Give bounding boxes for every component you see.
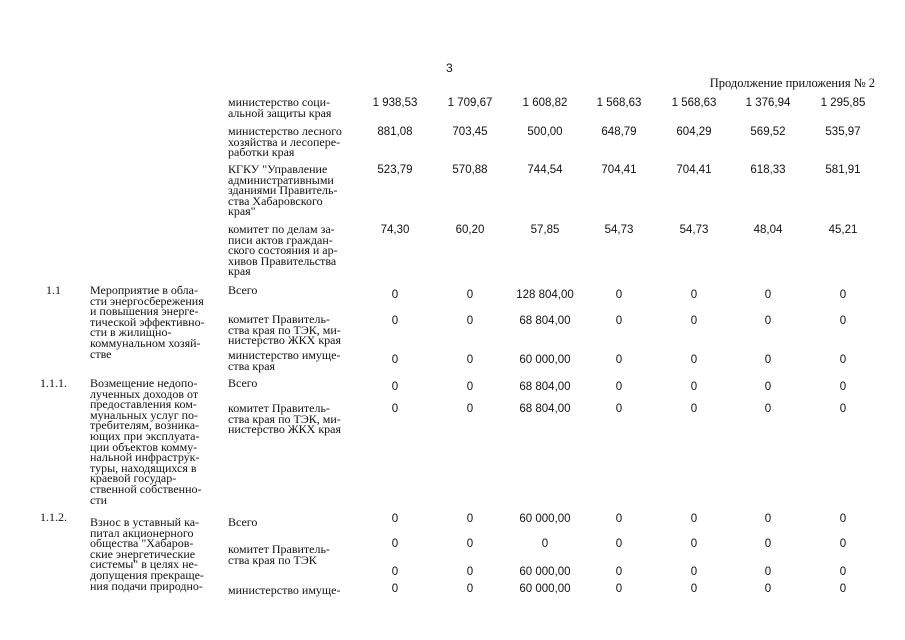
value-cell: 0 xyxy=(466,583,474,595)
value-cell: 128 804,00 xyxy=(516,289,574,301)
value-cell: 1 709,67 xyxy=(447,97,493,109)
value-cell: 0 xyxy=(466,381,474,393)
value-cell: 500,00 xyxy=(527,126,563,138)
value-cell: 0 xyxy=(615,538,623,550)
value-cell: 0 xyxy=(615,381,623,393)
value-cell: 0 xyxy=(839,583,847,595)
value-cell: 0 xyxy=(615,513,623,525)
executor-cell: Всего xyxy=(228,515,258,529)
value-cell: 0 xyxy=(615,583,623,595)
value-cell: 0 xyxy=(615,403,623,415)
value-cell: 0 xyxy=(391,583,399,595)
value-cell: 0 xyxy=(839,381,847,393)
value-cell: 0 xyxy=(839,354,847,366)
value-cell: 569,52 xyxy=(750,126,786,138)
value-cell: 0 xyxy=(764,566,772,578)
value-cell: 0 xyxy=(839,538,847,550)
executor-cell: министерство имуще- xyxy=(228,583,341,597)
value-cell: 1 608,82 xyxy=(522,97,568,109)
value-cell: 0 xyxy=(690,315,698,327)
value-cell: 0 xyxy=(391,354,399,366)
value-cell: 54,73 xyxy=(604,224,634,236)
value-cell: 703,45 xyxy=(452,126,488,138)
value-cell: 0 xyxy=(690,538,698,550)
value-cell: 0 xyxy=(466,289,474,301)
event-cell: Взнос в уставный ка- питал акционерного общества "Хабаров- ские энергетические системы" в целях не- допущения прекраще- ния подачи природно- xyxy=(90,515,204,593)
value-cell: 0 xyxy=(764,538,772,550)
value-cell: 1 376,94 xyxy=(745,97,791,109)
value-cell: 45,21 xyxy=(828,224,858,236)
value-cell: 0 xyxy=(615,315,623,327)
value-cell: 0 xyxy=(764,315,772,327)
value-cell: 68 804,00 xyxy=(519,315,571,327)
executor-cell: комитет Правитель- ства края по ТЭК xyxy=(228,542,330,567)
value-cell: 0 xyxy=(764,403,772,415)
item-number: 1.1.2. xyxy=(40,510,67,524)
executor-cell: КГКУ "Управление административными зданиями Правитель- ства Хабаровского края" xyxy=(228,162,338,219)
value-cell: 0 xyxy=(391,315,399,327)
page-number: 3 xyxy=(446,61,453,75)
value-cell: 60 000,00 xyxy=(519,354,571,366)
executor-cell: комитет по делам за- писи актов граждан- ского состояния и ар- хивов Правительства края xyxy=(228,222,338,279)
value-cell: 0 xyxy=(839,289,847,301)
value-cell: 0 xyxy=(690,513,698,525)
value-cell: 704,41 xyxy=(601,164,637,176)
value-cell: 57,85 xyxy=(530,224,560,236)
value-cell: 68 804,00 xyxy=(519,381,571,393)
value-cell: 0 xyxy=(541,538,549,550)
value-cell: 0 xyxy=(391,513,399,525)
value-cell: 0 xyxy=(391,538,399,550)
executor-cell: Всего xyxy=(228,376,258,390)
value-cell: 0 xyxy=(839,403,847,415)
item-number: 1.1 xyxy=(46,283,61,297)
event-cell: Мероприятие в обла- сти энергосбережения и повышения энерге- тической эффективно- сти в жилищно- коммунальном хозяй- стве xyxy=(90,283,205,361)
executor-cell: комитет Правитель- ства края по ТЭК, ми- нистерство ЖКХ края xyxy=(228,312,341,348)
value-cell: 0 xyxy=(764,513,772,525)
value-cell: 0 xyxy=(764,583,772,595)
executor-cell: министерство соци- альной защиты края xyxy=(228,95,332,120)
value-cell: 0 xyxy=(690,583,698,595)
item-number: 1.1.1. xyxy=(40,376,67,390)
value-cell: 60,20 xyxy=(455,224,485,236)
value-cell: 0 xyxy=(466,354,474,366)
value-cell: 0 xyxy=(615,566,623,578)
value-cell: 881,08 xyxy=(377,126,413,138)
value-cell: 1 568,63 xyxy=(671,97,717,109)
value-cell: 0 xyxy=(615,354,623,366)
value-cell: 1 295,85 xyxy=(820,97,866,109)
value-cell: 0 xyxy=(615,289,623,301)
value-cell: 0 xyxy=(466,403,474,415)
value-cell: 68 804,00 xyxy=(519,403,571,415)
continuation-title: Продолжение приложения № 2 xyxy=(709,76,875,90)
value-cell: 48,04 xyxy=(753,224,783,236)
value-cell: 535,97 xyxy=(825,126,861,138)
value-cell: 648,79 xyxy=(601,126,637,138)
value-cell: 0 xyxy=(391,381,399,393)
executor-cell: министерство лесного хозяйства и лесопере- работки края xyxy=(228,124,342,160)
value-cell: 604,29 xyxy=(676,126,712,138)
value-cell: 54,73 xyxy=(679,224,709,236)
value-cell: 570,88 xyxy=(452,164,488,176)
value-cell: 0 xyxy=(391,566,399,578)
value-cell: 0 xyxy=(764,354,772,366)
value-cell: 523,79 xyxy=(377,164,413,176)
value-cell: 581,91 xyxy=(825,164,861,176)
value-cell: 0 xyxy=(839,315,847,327)
value-cell: 0 xyxy=(466,538,474,550)
executor-cell: министерство имуще- ства края xyxy=(228,348,341,373)
value-cell: 704,41 xyxy=(676,164,712,176)
value-cell: 1 568,63 xyxy=(596,97,642,109)
value-cell: 0 xyxy=(839,566,847,578)
value-cell: 0 xyxy=(690,403,698,415)
value-cell: 0 xyxy=(690,354,698,366)
value-cell: 744,54 xyxy=(527,164,563,176)
value-cell: 618,33 xyxy=(750,164,786,176)
value-cell: 0 xyxy=(466,513,474,525)
value-cell: 0 xyxy=(391,289,399,301)
executor-cell: комитет Правитель- ства края по ТЭК, ми- нистерство ЖКХ края xyxy=(228,401,341,437)
value-cell: 0 xyxy=(690,289,698,301)
value-cell: 60 000,00 xyxy=(519,513,571,525)
value-cell: 74,30 xyxy=(380,224,410,236)
value-cell: 60 000,00 xyxy=(519,566,571,578)
value-cell: 0 xyxy=(839,513,847,525)
value-cell: 0 xyxy=(690,381,698,393)
executor-cell: Всего xyxy=(228,283,258,297)
value-cell: 0 xyxy=(391,403,399,415)
value-cell: 1 938,53 xyxy=(372,97,418,109)
value-cell: 0 xyxy=(690,566,698,578)
event-cell: Возмещение недопо- лученных доходов от предоставления ком- мунальных услуг по- требителям, возника- ющих при эксплуата- ции объектов комму- нальной инфраструк- туры, находящихся в краевой государ- ственной собственно- сти xyxy=(90,376,202,507)
value-cell: 60 000,00 xyxy=(519,583,571,595)
value-cell: 0 xyxy=(466,315,474,327)
value-cell: 0 xyxy=(764,289,772,301)
value-cell: 0 xyxy=(764,381,772,393)
value-cell: 0 xyxy=(466,566,474,578)
